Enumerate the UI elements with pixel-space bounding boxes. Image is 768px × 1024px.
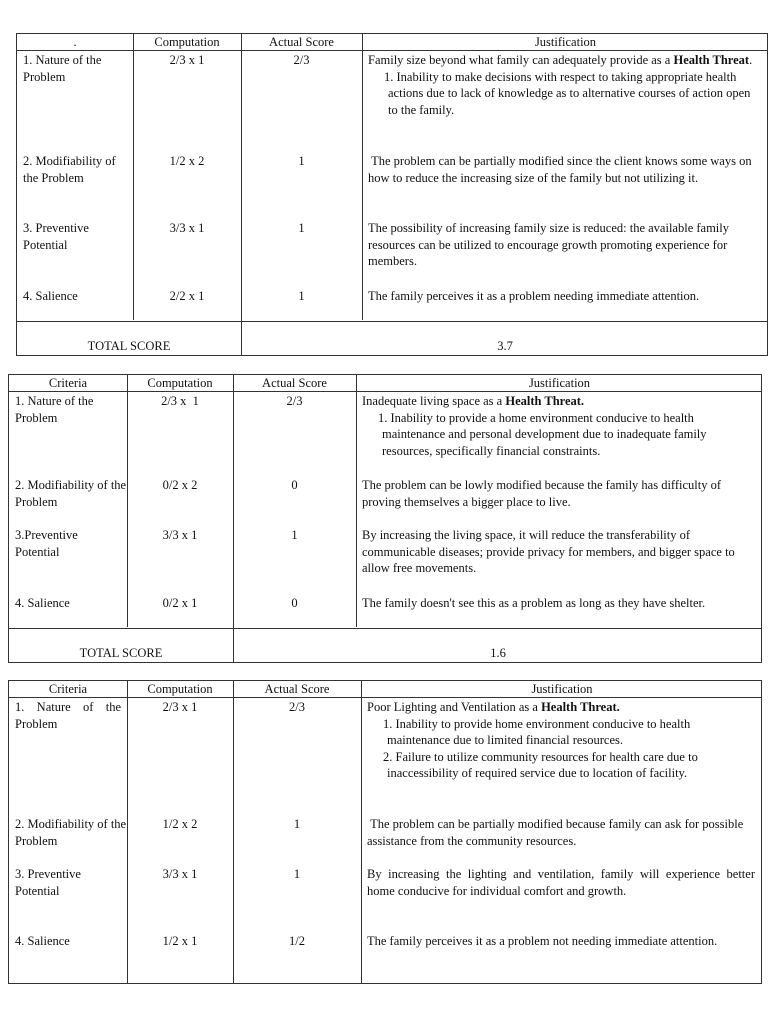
criteria-cell: 2. Modifiability of the Problem — [15, 817, 127, 848]
priority-table-3 — [8, 680, 762, 984]
justification-cell: By increasing the living space, it will reduce the transferability of communicable diseases; provide privacy for members, and bigger space to allow free movements. — [362, 528, 735, 575]
justification-subitem: 1. Inability to make decisions with respect to taking appropriate health actions due to lack of knowledge as to alternative courses of action open to the family. — [384, 69, 751, 117]
actual-score-cell: 1 — [298, 154, 305, 168]
priority-table-2 — [8, 374, 762, 663]
justification-cell: The family perceives it as a problem needing immediate attention. — [368, 289, 700, 303]
total-score-label: TOTAL SCORE — [79, 646, 163, 660]
criteria-cell: 4. Salience — [23, 289, 78, 303]
computation-cell: 2/2 x 1 — [169, 289, 205, 303]
criteria-cell: 1. Nature of the Problem — [23, 53, 102, 84]
computation-cell: 1/2 x 2 — [162, 817, 198, 831]
criteria-cell: 1. Nature of the Problem — [15, 394, 94, 425]
computation-cell: 3/3 x 1 — [162, 528, 198, 542]
header-justification: Justification — [528, 376, 591, 390]
header-computation: Computation — [147, 376, 213, 390]
criteria-cell: 4. Salience — [15, 934, 70, 948]
actual-score-cell: 2/3 — [289, 700, 305, 714]
actual-score-cell: 1 — [298, 221, 305, 235]
computation-cell: 2/3 x 1 — [161, 394, 199, 408]
actual-score-cell: 0 — [291, 596, 298, 610]
computation-cell: 1/2 x 2 — [169, 154, 205, 168]
justification-cell: The possibility of increasing family size is reduced: the available family resources can be utilized to encourage growth promoting experience for members. — [368, 221, 729, 268]
criteria-cell: 1. Nature of the Problem — [15, 700, 121, 731]
justification-line: Inadequate living space as a Health Threat. — [362, 394, 585, 408]
criteria-cell: 3. Preventive Potential — [15, 867, 81, 898]
justification-cell: The family doesn't see this as a problem as long as they have shelter. — [362, 596, 706, 610]
header-actual-score: Actual Score — [262, 376, 327, 390]
header-computation: Computation — [154, 35, 220, 49]
justification-cell — [367, 699, 755, 782]
justification-cell: The problem can be partially modified because family can ask for possible assistance from the community resources. — [367, 817, 747, 848]
total-score-value: 1.6 — [490, 646, 506, 660]
actual-score-cell: 1/2 — [289, 934, 305, 948]
header-criteria: . — [73, 35, 77, 49]
actual-score-cell: 0 — [291, 478, 298, 492]
actual-score-cell: 1 — [291, 528, 298, 542]
justification-subitem: 1. Inability to provide a home environment conducive to health maintenance and personal development due to inadequate family resources, specifically financial constraints. — [378, 410, 707, 458]
total-score-label: TOTAL SCORE — [87, 339, 171, 353]
actual-score-cell: 2/3 — [293, 53, 310, 67]
computation-cell: 1/2 x 1 — [162, 934, 198, 948]
criteria-cell: 3. Preventive Potential — [23, 221, 89, 252]
criteria-cell: 2. Modifiability of the Problem — [23, 154, 116, 185]
priority-table-1 — [16, 33, 768, 356]
actual-score-cell: 1 — [298, 289, 305, 303]
criteria-cell: 3.Preventive Potential — [15, 528, 78, 559]
criteria-cell: 2. Modifiability of the Problem — [15, 478, 127, 509]
actual-score-cell: 1 — [293, 867, 301, 881]
actual-score-cell: 2/3 — [286, 394, 303, 408]
justification-cell: The family perceives it as a problem not needing immediate attention. — [367, 934, 718, 948]
actual-score-cell: 1 — [293, 817, 301, 831]
justification-subitem: 1. Inability to provide home environment conducive to health maintenance due to limited financial resources. — [383, 716, 691, 747]
justification-line: Poor Lighting and Ventilation as a Health Threat. — [367, 700, 620, 714]
computation-cell: 0/2 x 2 — [162, 478, 198, 492]
computation-cell: 0/2 x 1 — [162, 596, 198, 610]
total-score-value: 3.7 — [497, 339, 513, 353]
justification-cell: The problem can be lowly modified because the family has difficulty of proving themselves a bigger place to live. — [362, 478, 722, 509]
header-criteria: Criteria — [48, 682, 88, 696]
justification-cell — [368, 52, 760, 118]
computation-cell: 3/3 x 1 — [162, 867, 198, 881]
computation-cell: 2/3 x 1 — [169, 53, 205, 67]
header-computation: Computation — [147, 682, 213, 696]
header-justification: Justification — [534, 35, 597, 49]
header-actual-score: Actual Score — [269, 35, 334, 49]
criteria-cell: 4. Salience — [15, 596, 70, 610]
header-actual-score: Actual Score — [264, 682, 330, 696]
justification-subitem: 2. Failure to utilize community resources for health care due to inaccessibility of required service due to location of facility. — [383, 749, 698, 780]
computation-cell: 3/3 x 1 — [169, 221, 205, 235]
justification-cell: The problem can be partially modified since the client knows some ways on how to reduce the increasing size of the family but not utilizing it. — [368, 154, 755, 185]
justification-line: Family size beyond what family can adequately provide as a Health Threat. — [368, 53, 753, 67]
header-justification: Justification — [531, 682, 593, 696]
computation-cell: 2/3 x 1 — [162, 700, 198, 714]
justification-cell: By increasing the lighting and ventilation, family will experience better home conducive for individual comfort and growth. — [367, 867, 755, 898]
header-criteria: Criteria — [48, 376, 88, 390]
justification-cell — [362, 393, 754, 459]
